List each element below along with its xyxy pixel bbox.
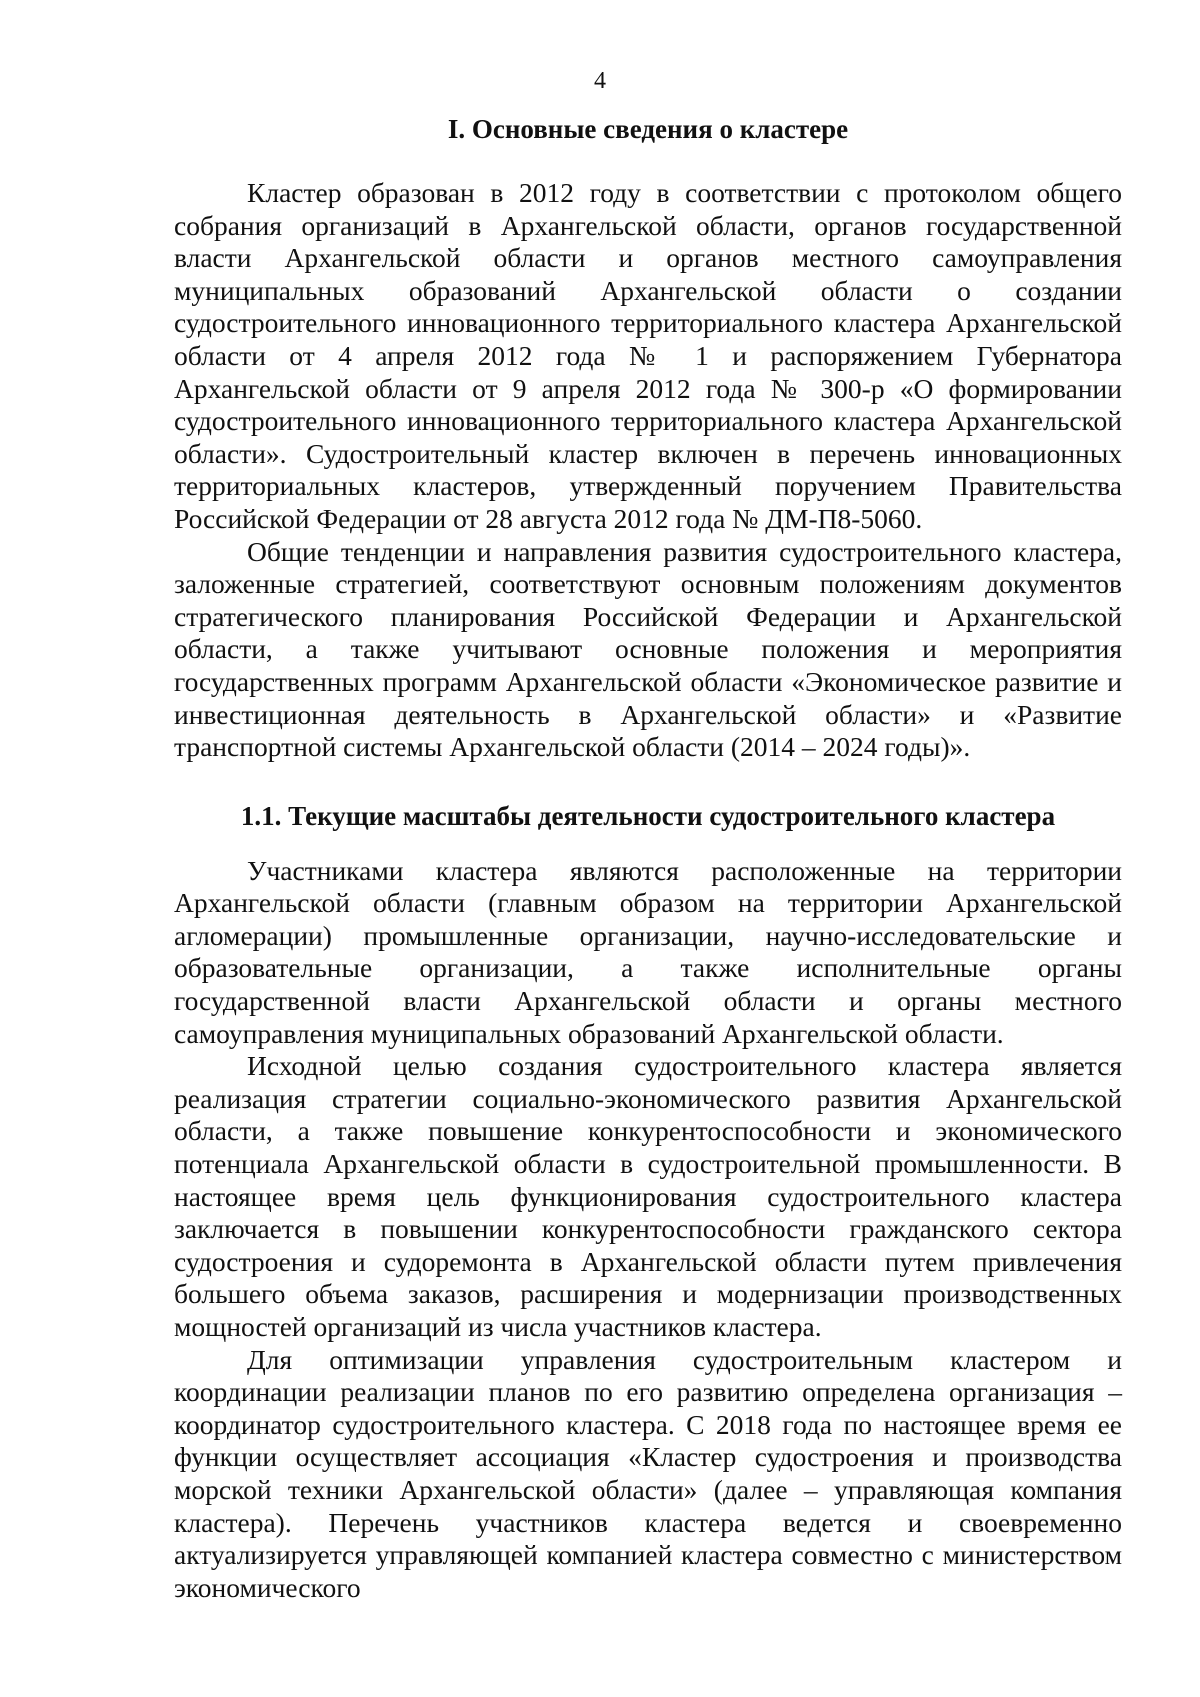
paragraph: Для оптимизации управления судостроительным кластером и координации реализации планов по его развитию определена организация – координатор судостроительного кластера. С 2018 года по настоящее время ее функции осуществляет ассоциация «Кластер судостроения и производства морской техники Архангельской области» (далее – управляющая компания кластера). Перечень участников кластера ведется и своевременно актуализируется управляющей компанией кластера совместно с министерством экономического [174, 1343, 1122, 1603]
chapter-title: I. Основные сведения о кластере [447, 114, 849, 144]
paragraph: Исходной целью создания судостроительного кластера является реализация стратегии социально-экономического развития Архангельской области, а также повышение конкурентоспособности и экономического потенциала Архангельской области в судостроительной промышленности. В настоящее время цель функционирования судостроительного кластера заключается в повышении конкурентоспособности гражданского сектора судостроения и судоремонта в Архангельской области путем привлечения большего объема заказов, расширения и модернизации производственных мощностей организаций из числа участников кластера. [174, 1050, 1122, 1342]
paragraph: Общие тенденции и направления развития судостроительного кластера, заложенные стратегией, соответствуют основным положениям документов стратегического планирования Российской Федерации и Архангельской области, а также учитывают основные положения и мероприятия государственных программ Архангельской области «Экономическое развитие и инвестиционная деятельность в Архангельской области» и «Развитие транспортной системы Архангельской области (2014 – 2024 годы)». [174, 535, 1122, 763]
section-title: 1.1. Текущие масштабы деятельности судостроительного кластера [240, 800, 1056, 831]
paragraph: Кластер образован в 2012 году в соответствии с протоколом общего собрания организаций в Архангельской области, органов государственной власти Архангельской области и органов местного самоуправления муниципальных образований Архангельской области о создании судостроительного инновационного территориального кластера Архангельской области от 4 апреля 2012 года № 1 и распоряжением Губернатора Архангельской области от 9 апреля 2012 года № 300-р «О формировании судостроительного инновационного территориального кластера Архангельской области». Судостроительный кластер включен в перечень инновационных территориальных кластеров, утвержденный поручением Правительства Российской Федерации от 28 августа 2012 года № ДМ-П8-5060. [174, 177, 1122, 534]
page-content [174, 113, 1122, 1604]
page-number: 4 [594, 68, 606, 94]
paragraph: Участниками кластера являются расположенные на территории Архангельской области (главным образом на территории Архангельской агломерации) промышленные организации, научно-исследовательские и образовательные организации, а также исполнительные органы государственной власти Архангельской области и органы местного самоуправления муниципальных образований Архангельской области. [174, 854, 1122, 1049]
